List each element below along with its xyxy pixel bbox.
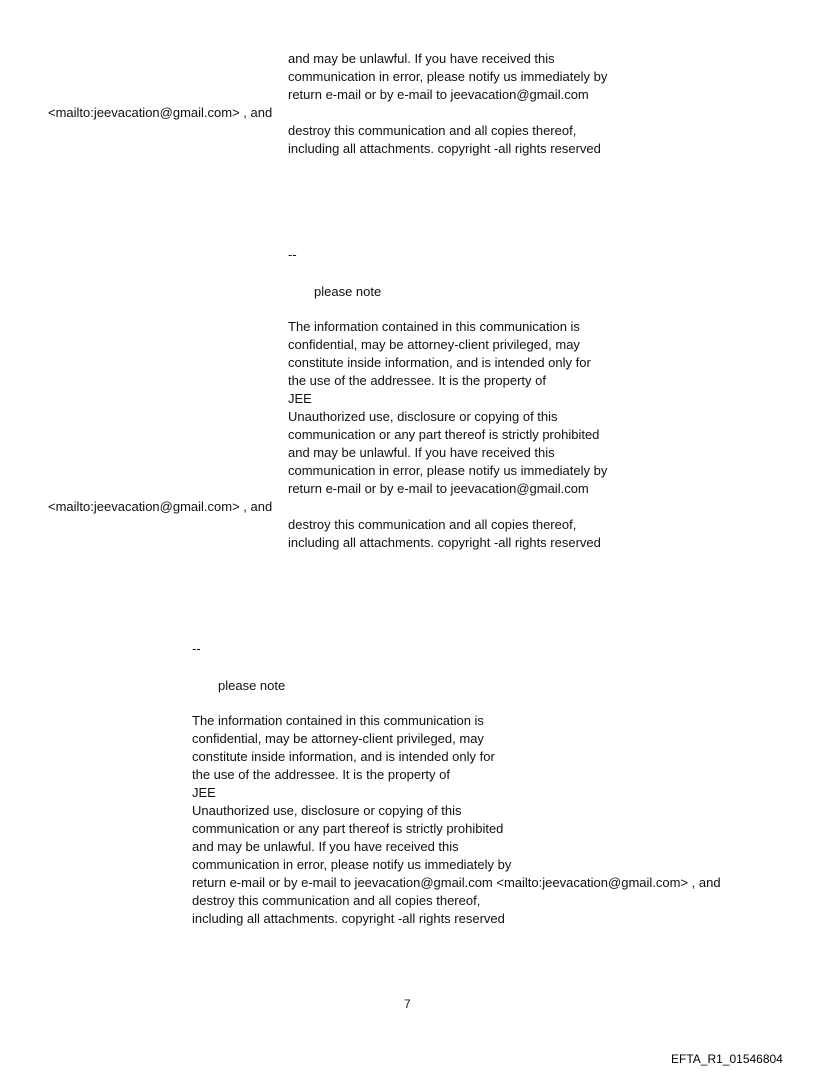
block2-line-7: communication or any part thereof is strictly prohibited	[288, 427, 600, 442]
block3-line-12: including all attachments. copyright -all rights reserved	[192, 911, 505, 926]
block3-separator: --	[192, 641, 201, 656]
block1-line-4: destroy this communication and all copies thereof,	[288, 123, 577, 138]
block2-line-3: constitute inside information, and is intended only for	[288, 355, 591, 370]
block2-line-12: including all attachments. copyright -all rights reserved	[288, 535, 601, 550]
block2-mailto: <mailto:jeevacation@gmail.com> , and	[48, 499, 273, 514]
block3-line-9: communication in error, please notify us immediately by	[192, 857, 512, 872]
block2-please-note: please note	[314, 284, 382, 299]
block1-line-3: return e-mail or by e-mail to jeevacation@gmail.com	[288, 87, 589, 102]
block2-line-10: return e-mail or by e-mail to jeevacation@gmail.com	[288, 481, 589, 496]
block1-line-5: including all attachments. copyright -all rights reserved	[288, 141, 601, 156]
page-number: 7	[404, 997, 411, 1011]
block3-line-6: Unauthorized use, disclosure or copying of this	[192, 803, 462, 818]
block3-please-note: please note	[218, 678, 286, 693]
block3-line-1: The information contained in this communication is	[192, 713, 484, 728]
block3-line-11: destroy this communication and all copies thereof,	[192, 893, 481, 908]
document-id: EFTA_R1_01546804	[671, 1052, 783, 1066]
block2-line-5: JEE	[288, 391, 312, 406]
block1-mailto: <mailto:jeevacation@gmail.com> , and	[48, 105, 273, 120]
block2-line-9: communication in error, please notify us immediately by	[288, 463, 608, 478]
block3-line-5: JEE	[192, 785, 216, 800]
block2-line-8: and may be unlawful. If you have received this	[288, 445, 555, 460]
block3-line-4: the use of the addressee. It is the property of	[192, 767, 450, 782]
block2-line-4: the use of the addressee. It is the property of	[288, 373, 546, 388]
block2-line-11: destroy this communication and all copies thereof,	[288, 517, 577, 532]
block3-line-8: and may be unlawful. If you have received this	[192, 839, 459, 854]
block2-line-6: Unauthorized use, disclosure or copying of this	[288, 409, 558, 424]
block2-line-1: The information contained in this communication is	[288, 319, 580, 334]
block3-line-3: constitute inside information, and is intended only for	[192, 749, 495, 764]
block3-line-7: communication or any part thereof is strictly prohibited	[192, 821, 504, 836]
block2-separator: --	[288, 247, 297, 262]
block3-line-10: return e-mail or by e-mail to jeevacation@gmail.com <mailto:jeevacation@gmail.com> , and	[192, 875, 721, 890]
block1-line-2: communication in error, please notify us immediately by	[288, 69, 608, 84]
block3-line-2: confidential, may be attorney-client privileged, may	[192, 731, 484, 746]
block1-line-1: and may be unlawful. If you have received this	[288, 51, 555, 66]
block2-line-2: confidential, may be attorney-client privileged, may	[288, 337, 580, 352]
